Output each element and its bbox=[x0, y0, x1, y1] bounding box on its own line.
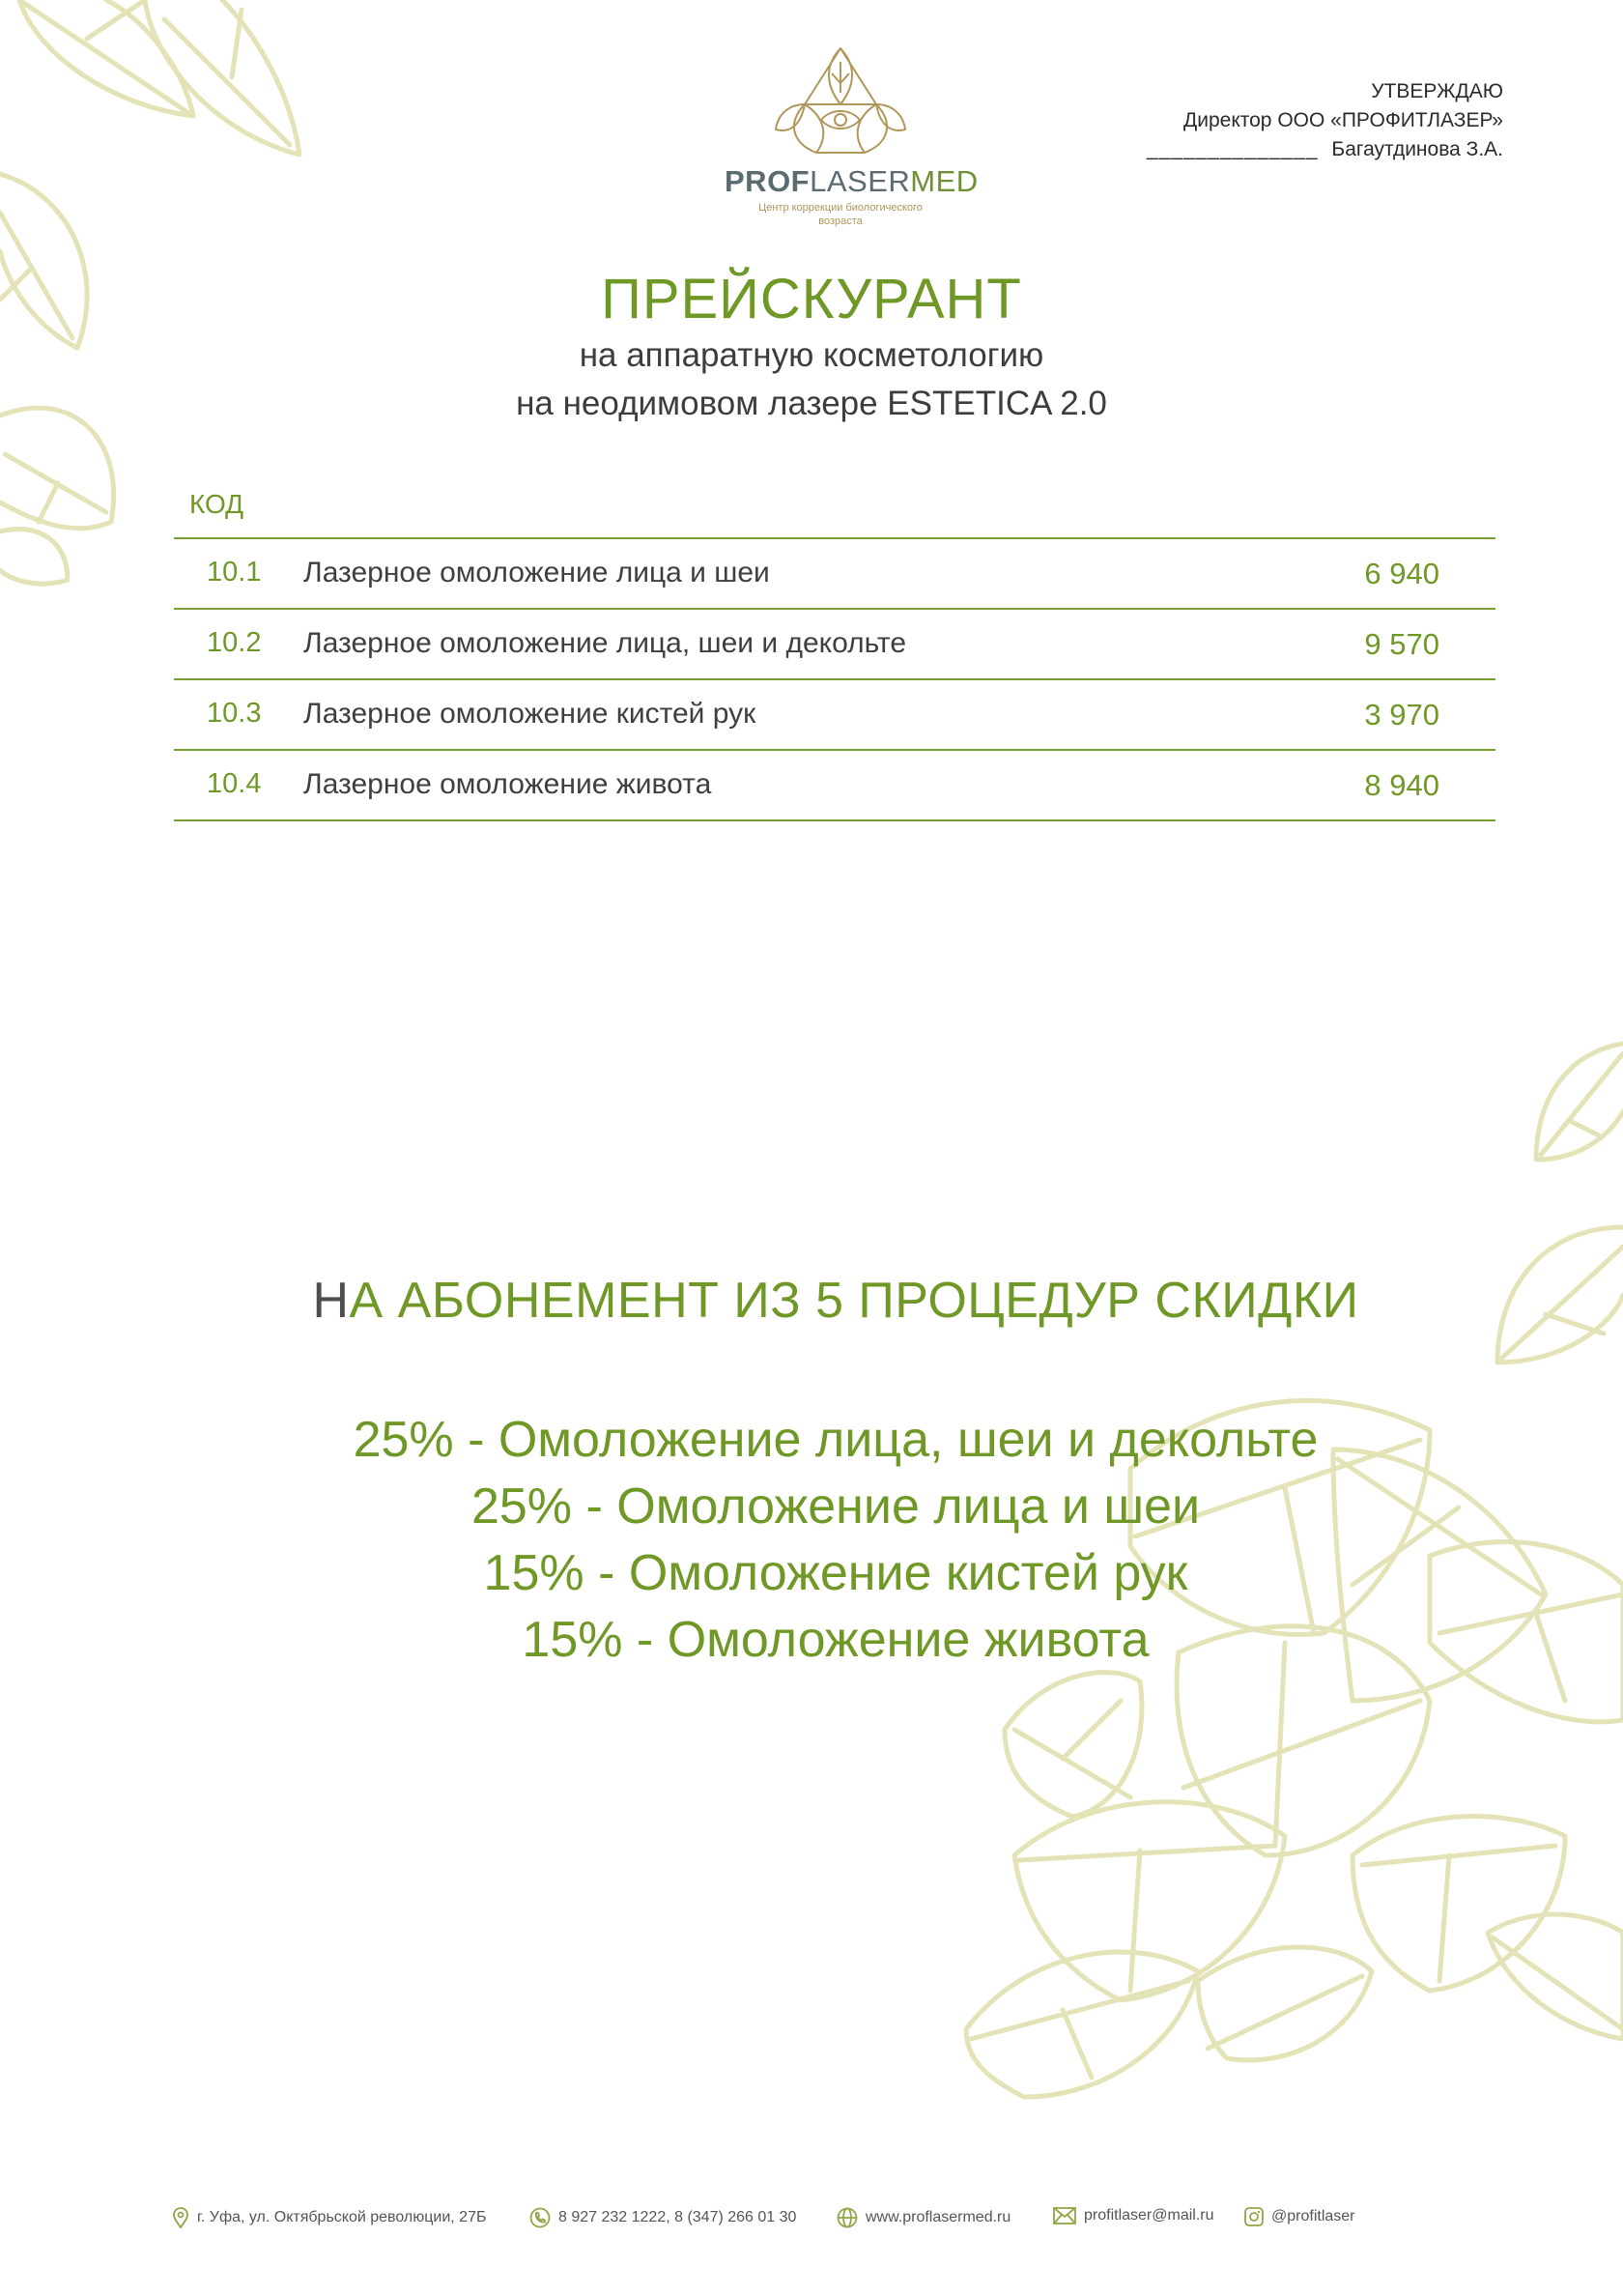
approval-block bbox=[1147, 77, 1503, 164]
approval-title: УТВЕРЖДАЮ bbox=[1371, 80, 1503, 102]
service-price: 8 940 bbox=[1364, 768, 1439, 802]
service-price: 9 570 bbox=[1364, 627, 1439, 661]
discount-item: 15% - Омоложение кистей рук bbox=[483, 1545, 1188, 1601]
service-code: 10.2 bbox=[207, 627, 262, 658]
page-subtitle-2: на неодимовом лазере ESTETICA 2.0 bbox=[516, 385, 1107, 422]
signer-name: Багаутдинова З.А. bbox=[1331, 138, 1503, 160]
discount-heading: НА АБОНЕМЕНТ ИЗ 5 ПРОЦЕДУР СКИДКИ bbox=[312, 1273, 1359, 1329]
page-title: ПРЕЙСКУРАНТ bbox=[601, 268, 1022, 330]
service-name: Лазерное омоложение кистей рук bbox=[303, 698, 756, 730]
footer-email[interactable]: profitlaser@mail.ru bbox=[1053, 2207, 1214, 2224]
lotus-eye-icon bbox=[768, 44, 913, 160]
location-pin-icon bbox=[172, 2207, 189, 2228]
globe-icon bbox=[837, 2207, 858, 2228]
footer-address: г. Уфа, ул. Октябрьской революции, 27Б bbox=[172, 2207, 486, 2228]
discount-item: 25% - Омоложение лица, шеи и декольте bbox=[353, 1412, 1319, 1468]
table-row bbox=[174, 749, 1495, 821]
discount-item: 25% - Омоложение лица и шеи bbox=[470, 1478, 1201, 1535]
signature-line: ______________ bbox=[1146, 138, 1319, 160]
service-code: 10.1 bbox=[207, 557, 262, 588]
logo-wordmark: PROFLASERMED bbox=[725, 164, 979, 198]
instagram-icon bbox=[1244, 2207, 1264, 2226]
logo-tagline: Центр коррекции биологического возраста bbox=[758, 202, 923, 227]
table-row bbox=[174, 537, 1495, 608]
table-row bbox=[174, 678, 1495, 749]
service-price: 6 940 bbox=[1364, 557, 1439, 590]
phone-icon bbox=[529, 2207, 551, 2228]
table-row bbox=[174, 608, 1495, 678]
approval-signature bbox=[1147, 135, 1503, 164]
discount-item: 15% - Омоложение живота bbox=[522, 1612, 1150, 1668]
mail-icon bbox=[1053, 2207, 1076, 2224]
discount-list bbox=[0, 1407, 1623, 1674]
footer-contacts bbox=[172, 2199, 1428, 2238]
service-code: 10.4 bbox=[207, 768, 262, 799]
page-subtitle-1: на аппаратную косметологию bbox=[579, 336, 1044, 374]
service-price: 3 970 bbox=[1364, 698, 1439, 732]
service-code: 10.3 bbox=[207, 698, 262, 729]
footer-website[interactable]: www.proflasermed.ru bbox=[837, 2207, 1011, 2228]
footer-instagram[interactable]: @profitlaser bbox=[1244, 2207, 1355, 2226]
footer-phones[interactable]: 8 927 232 1222, 8 (347) 266 01 30 bbox=[529, 2207, 796, 2228]
company-logo bbox=[725, 44, 979, 228]
price-table bbox=[174, 537, 1495, 821]
approval-position: Директор ООО «ПРОФИТЛАЗЕР» bbox=[1183, 109, 1503, 131]
service-name: Лазерное омоложение лица, шеи и декольте bbox=[303, 627, 907, 659]
code-column-header: КОД bbox=[189, 489, 244, 519]
service-name: Лазерное омоложение живота bbox=[303, 768, 712, 800]
service-name: Лазерное омоложение лица и шеи bbox=[303, 557, 770, 588]
